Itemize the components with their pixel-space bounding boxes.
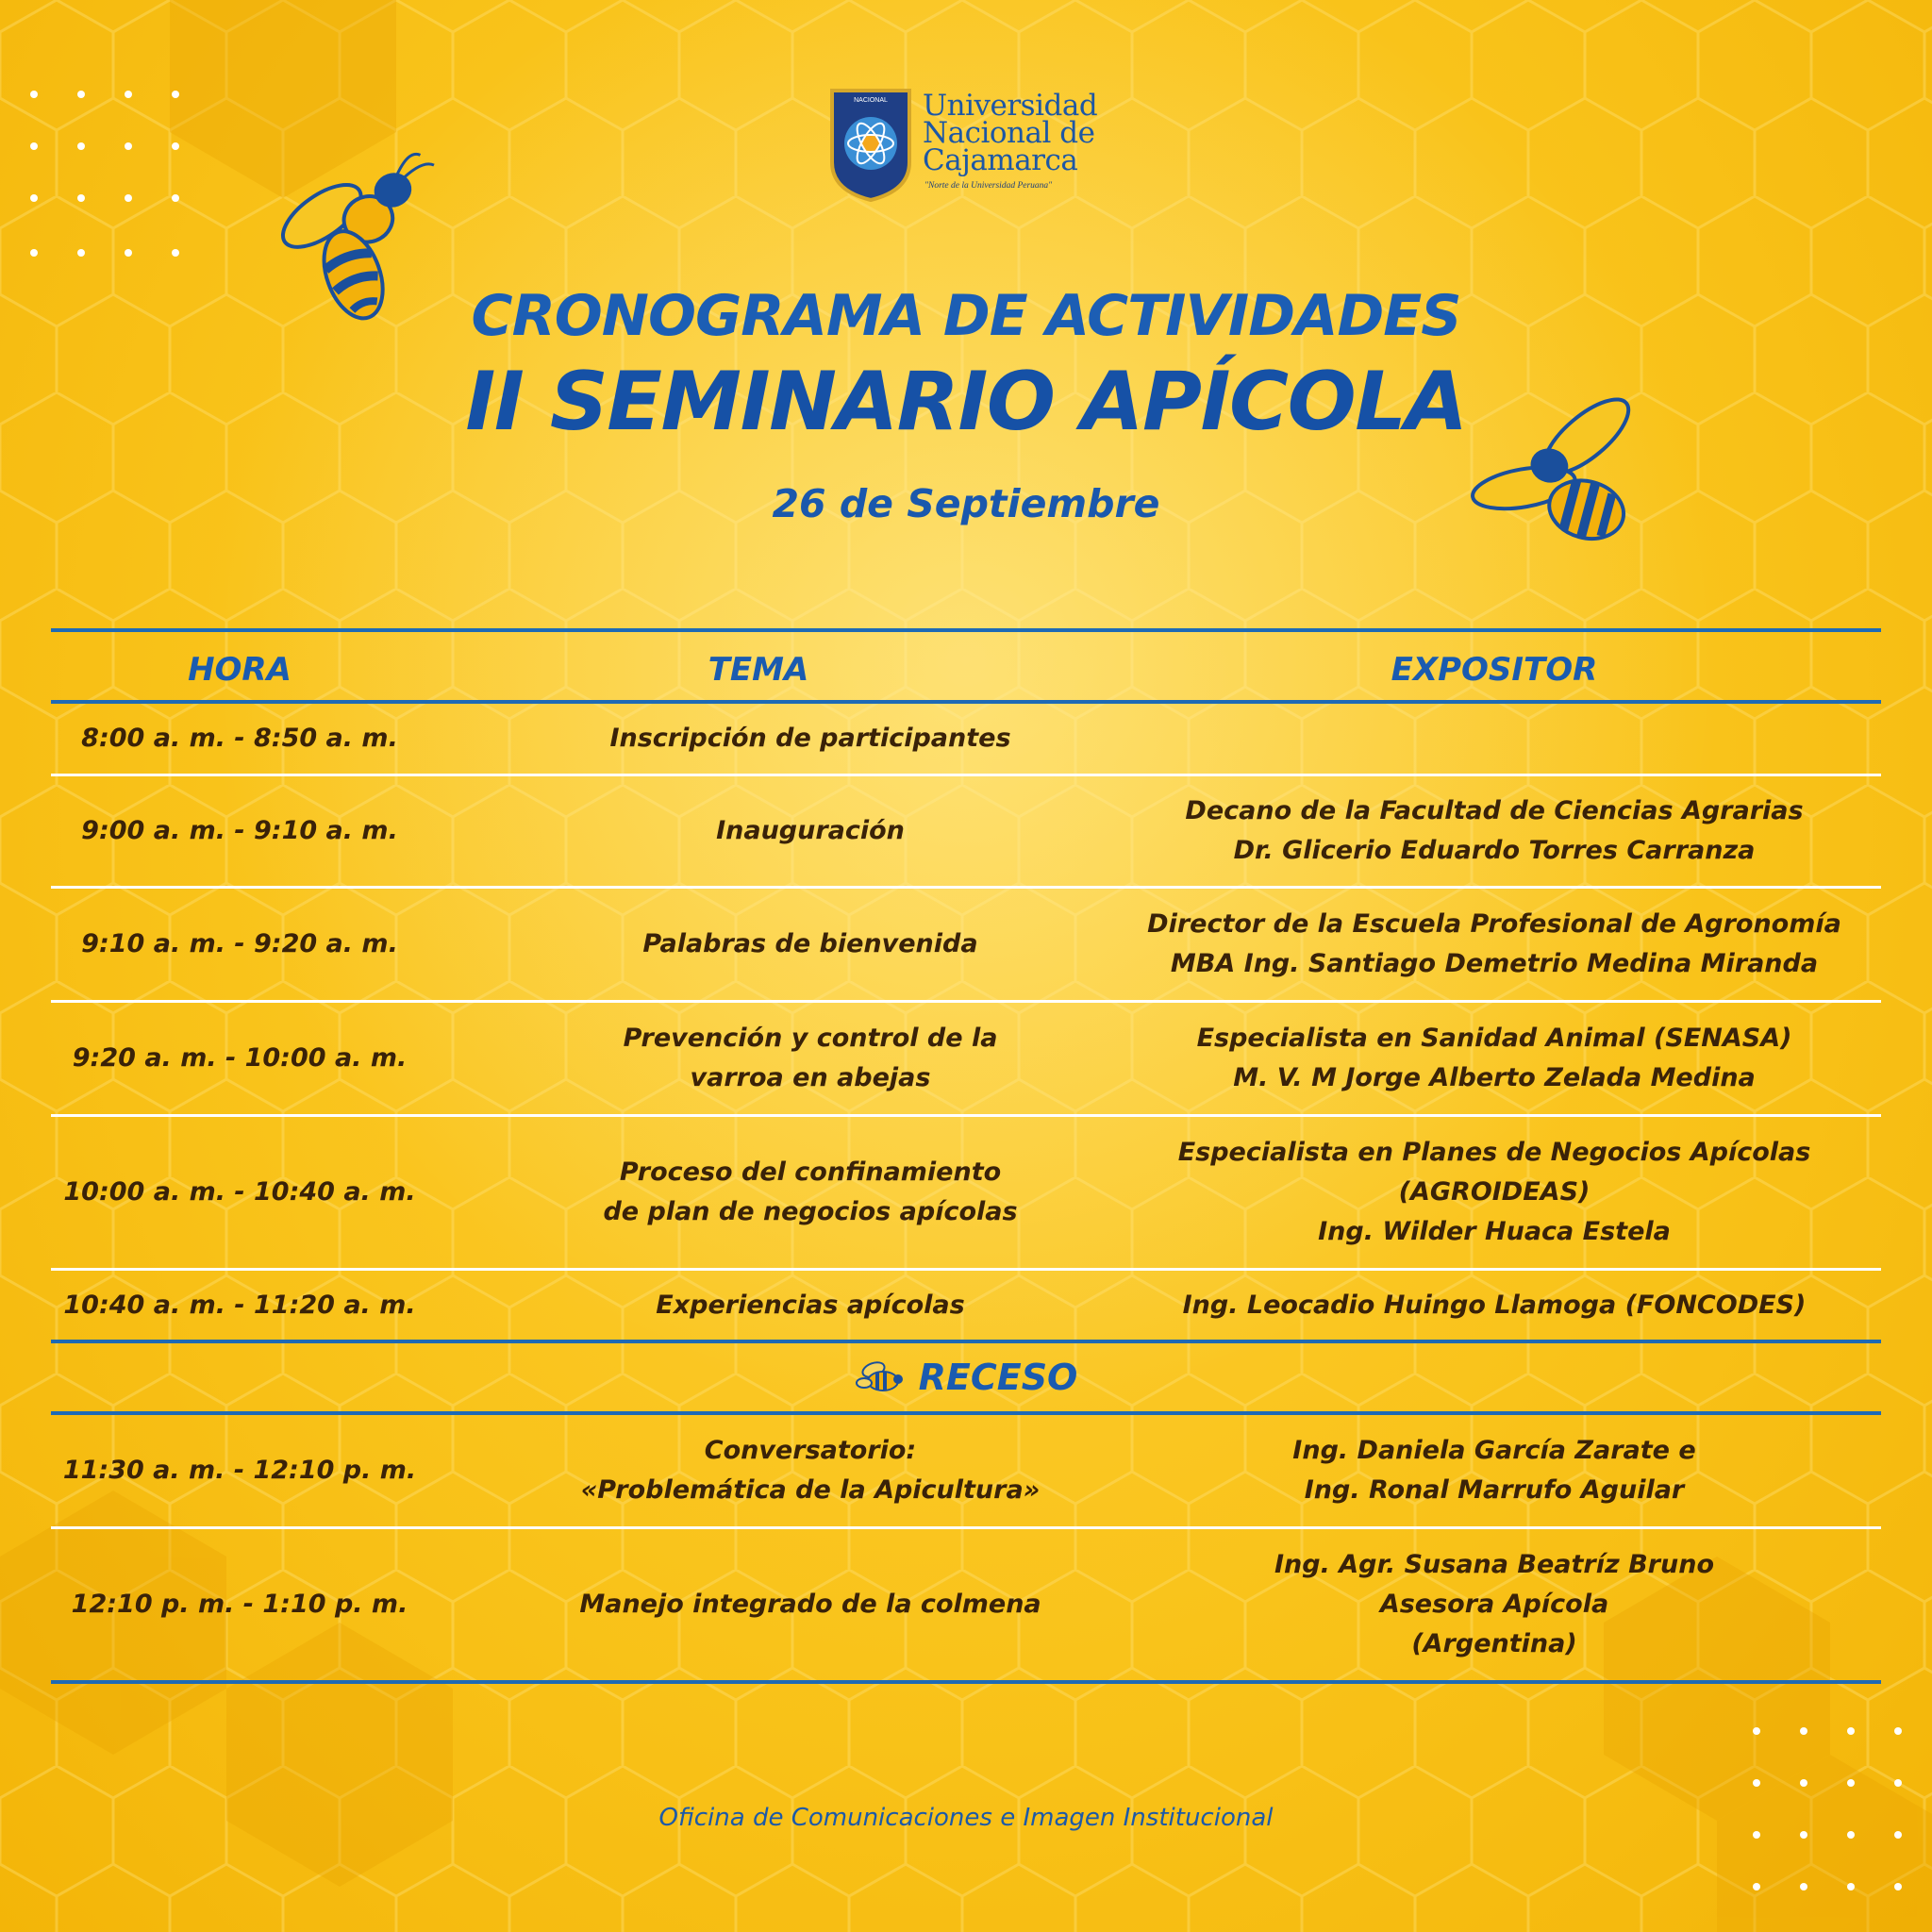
table-row	[51, 1117, 1881, 1268]
table-row	[51, 776, 1881, 886]
expositor-line: Director de la Escuela Profesional de Agronomía	[1147, 909, 1841, 939]
page-title: CRONOGRAMA DE ACTIVIDADES	[471, 283, 1461, 349]
tema-line: de plan de negocios apícolas	[603, 1197, 1018, 1226]
tema-line: Manejo integrado de la colmena	[579, 1590, 1041, 1619]
tema-line: Conversatorio:	[704, 1436, 917, 1465]
tema-line: Prevención y control de la	[623, 1024, 998, 1053]
cell-tema	[447, 776, 1174, 886]
cell-hora	[51, 1003, 428, 1114]
expositor-line: M. V. M Jorge Alberto Zelada Medina	[1233, 1063, 1756, 1092]
hora-text: 11:30 a. m. - 12:10 p. m.	[62, 1456, 417, 1485]
break-row	[0, 1347, 1932, 1407]
cell-tema	[447, 1003, 1174, 1114]
tema-line: Experiencias apícolas	[656, 1291, 965, 1320]
table-row	[51, 1271, 1881, 1341]
expositor-line: Ing. Agr. Susana Beatríz Bruno	[1274, 1550, 1714, 1579]
cell-hora	[51, 1529, 428, 1680]
column-header-hora: HORA	[188, 651, 291, 689]
expositor-line: Ing. Leocadio Huingo Llamoga (FONCODES)	[1182, 1291, 1807, 1320]
cell-tema	[447, 704, 1174, 774]
cell-hora	[51, 889, 428, 1000]
cell-tema	[447, 1529, 1174, 1680]
tema-line: Proceso del confinamiento	[619, 1158, 1002, 1187]
cell-hora	[51, 1415, 428, 1526]
cell-hora	[51, 776, 428, 886]
cell-expositor	[1108, 1271, 1881, 1341]
expositor-line: (Argentina)	[1411, 1629, 1577, 1658]
tema-line: «Problemática de la Apicultura»	[580, 1475, 1041, 1505]
cell-expositor	[1108, 889, 1881, 1000]
table-divider	[51, 1340, 1881, 1343]
cell-hora	[51, 1271, 428, 1341]
cell-tema	[447, 1415, 1174, 1526]
cell-expositor	[1108, 1117, 1881, 1268]
university-motto: "Norte de la Universidad Peruana"	[924, 181, 1053, 191]
university-name	[923, 89, 1111, 177]
event-title: II SEMINARIO APÍCOLA	[465, 355, 1467, 449]
cell-expositor	[1108, 776, 1881, 886]
cell-expositor	[1108, 1415, 1881, 1526]
tema-line: Inauguración	[716, 816, 905, 845]
hora-text: 10:00 a. m. - 10:40 a. m.	[63, 1177, 416, 1207]
table-row	[51, 1529, 1881, 1680]
cell-expositor	[1108, 704, 1881, 774]
university-shield-logo	[828, 87, 913, 202]
expositor-line: Ing. Daniela García Zarate e	[1292, 1436, 1696, 1465]
tema-line: varroa en abejas	[690, 1063, 931, 1092]
column-header-tema: TEMA	[708, 651, 809, 689]
expositor-line: Ing. Ronal Marrufo Aguilar	[1304, 1475, 1685, 1505]
column-header-expositor: EXPOSITOR	[1391, 651, 1598, 689]
university-name-line: Nacional de	[923, 116, 1095, 150]
event-date: 26 de Septiembre	[772, 481, 1160, 526]
hora-text: 12:10 p. m. - 1:10 p. m.	[71, 1590, 408, 1619]
cell-tema	[447, 1117, 1174, 1268]
expositor-line: Especialista en Sanidad Animal (SENASA)	[1196, 1024, 1792, 1053]
cell-tema	[447, 1271, 1174, 1341]
cell-hora	[51, 1117, 428, 1268]
university-name-line: Cajamarca	[923, 143, 1078, 177]
expositor-line: (AGROIDEAS)	[1398, 1177, 1591, 1207]
table-divider	[51, 1680, 1881, 1684]
footer-credit: Oficina de Comunicaciones e Imagen Institucional	[658, 1804, 1274, 1832]
expositor-line: Decano de la Facultad de Ciencias Agrarias	[1185, 796, 1804, 825]
hora-text: 10:40 a. m. - 11:20 a. m.	[63, 1291, 416, 1320]
cell-hora	[51, 704, 428, 774]
expositor-line: Dr. Glicerio Eduardo Torres Carranza	[1233, 836, 1756, 865]
table-row	[51, 704, 1881, 774]
cell-expositor	[1108, 1003, 1881, 1114]
table-divider	[51, 628, 1881, 632]
table-row	[51, 1415, 1881, 1526]
expositor-line: MBA Ing. Santiago Demetrio Medina Miranda	[1170, 949, 1819, 978]
cell-expositor	[1108, 1529, 1881, 1680]
hora-text: 8:00 a. m. - 8:50 a. m.	[81, 724, 398, 753]
hora-text: 9:20 a. m. - 10:00 a. m.	[72, 1043, 408, 1073]
university-name-line: Universidad	[923, 89, 1098, 123]
bee-icon	[855, 1358, 904, 1396]
cell-tema	[447, 889, 1174, 1000]
tema-line: Inscripción de participantes	[609, 724, 1011, 753]
expositor-line: Especialista en Planes de Negocios Apícolas	[1177, 1138, 1811, 1167]
expositor-line: Asesora Apícola	[1379, 1590, 1609, 1619]
expositor-line: Ing. Wilder Huaca Estela	[1318, 1217, 1671, 1246]
hora-text: 9:00 a. m. - 9:10 a. m.	[81, 816, 398, 845]
break-label: RECESO	[918, 1357, 1078, 1398]
table-row	[51, 889, 1881, 1000]
hora-text: 9:10 a. m. - 9:20 a. m.	[81, 929, 398, 958]
table-row	[51, 1003, 1881, 1114]
tema-line: Palabras de bienvenida	[642, 929, 978, 958]
university-logo	[828, 87, 1111, 202]
shield-top-text: NACIONAL	[854, 97, 888, 104]
